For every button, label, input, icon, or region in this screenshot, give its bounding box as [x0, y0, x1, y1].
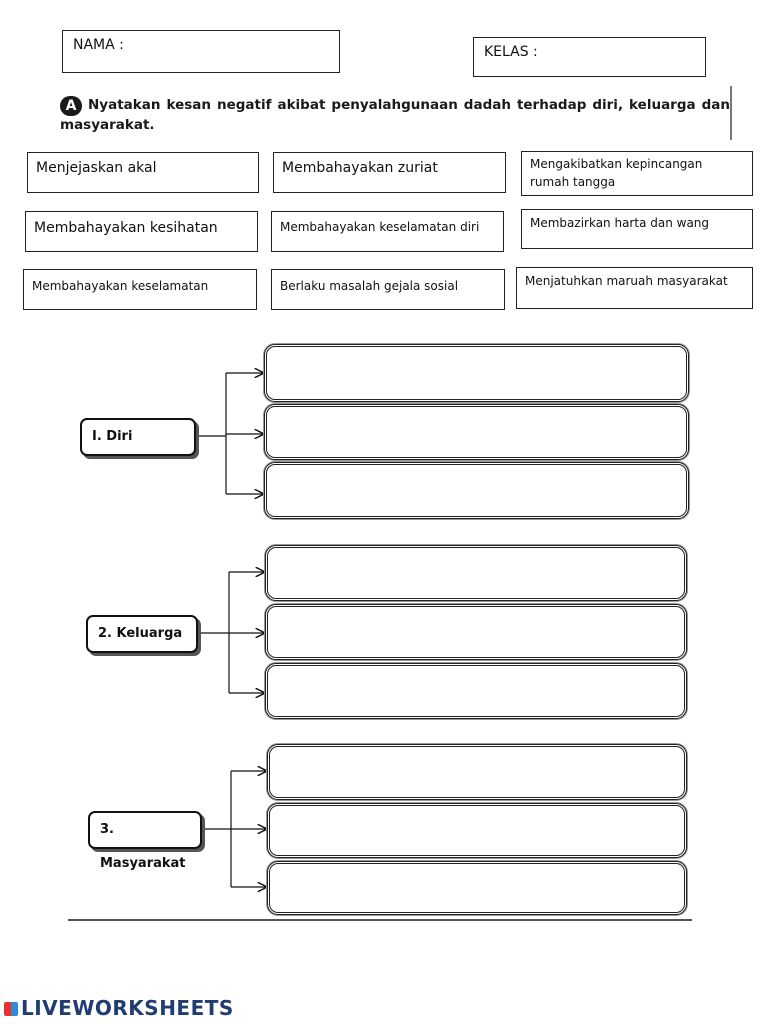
option-keselamatan-diri[interactable]: Membahayakan keselamatan diri	[271, 211, 504, 252]
option-membahayakan-kesihatan[interactable]: Membahayakan kesihatan	[25, 211, 258, 252]
option-menjejaskan-akal[interactable]: Menjejaskan akal	[27, 152, 259, 193]
option-gejala-sosial[interactable]: Berlaku masalah gejala sosial	[271, 269, 505, 310]
drop-slot-diri-3[interactable]	[264, 462, 689, 519]
category-diri: I. Diri	[80, 418, 196, 456]
drop-slot-keluarga-3[interactable]	[265, 663, 687, 719]
watermark-text: LIVEWORKSHEETS	[21, 996, 234, 1020]
option-membahayakan-keselamatan[interactable]: Membahayakan keselamatan	[23, 269, 257, 310]
category-keluarga: 2. Keluarga	[86, 615, 198, 653]
liveworksheets-logo	[4, 996, 234, 1020]
liveworksheets-icon	[4, 1002, 18, 1016]
section-badge: A	[60, 96, 82, 116]
drop-slot-masyarakat-2[interactable]	[267, 803, 687, 858]
drop-slot-diri-2[interactable]	[264, 404, 689, 460]
option-membahayakan-zuriat[interactable]: Membahayakan zuriat	[273, 152, 506, 193]
drop-slot-masyarakat-1[interactable]	[267, 744, 687, 800]
nama-label: NAMA :	[73, 37, 124, 53]
kelas-label: KELAS :	[484, 44, 538, 60]
option-kepincangan-rumah-tangga[interactable]: Mengakibatkan kepincangan rumah tangga	[521, 151, 753, 196]
option-maruah-masyarakat[interactable]: Menjatuhkan maruah masyarakat	[516, 267, 753, 309]
drop-slot-diri-1[interactable]	[264, 344, 689, 402]
option-membazirkan-harta[interactable]: Membazirkan harta dan wang	[521, 209, 753, 249]
drop-slot-keluarga-2[interactable]	[265, 604, 687, 660]
bottom-divider	[68, 919, 692, 921]
instruction-text: Nyatakan kesan negatif akibat penyalahgunaan dadah terhadap diri, keluarga dan masyarakat.	[60, 97, 730, 133]
drop-slot-keluarga-1[interactable]	[265, 545, 687, 601]
category-masyarakat: 3. Masyarakat	[88, 811, 202, 849]
drop-slot-masyarakat-3[interactable]	[267, 861, 687, 915]
